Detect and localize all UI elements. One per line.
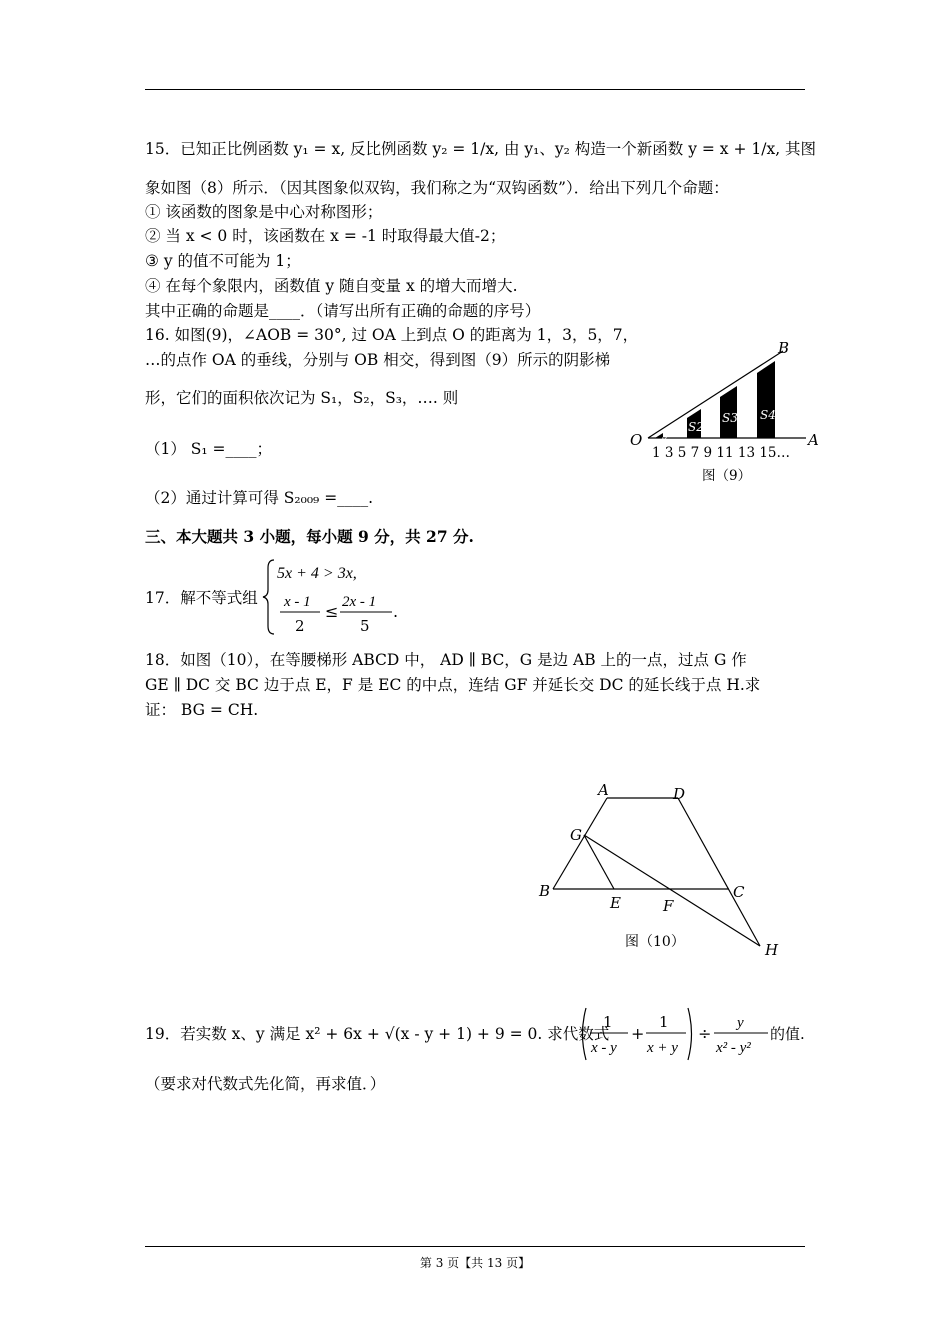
fig10-label-c: C <box>733 883 745 901</box>
fig10-label-a: A <box>598 781 609 799</box>
q19-prefix: 19．若实数 x、y 满足 x² + 6x + √(x - y + 1) + 9 = 0. 求代数式 <box>145 1025 610 1043</box>
q15-line2: 象如图（8）所示．（因其图象似双钩，我们称之为“双钩函数”）．给出下列几个命题： <box>145 179 729 197</box>
q19-note: （要求对代数式先化简，再求值．） <box>145 1075 386 1093</box>
fig9-s3-label: S3 <box>722 411 738 425</box>
q19-f1-den: x - y <box>591 1040 617 1056</box>
q19-plus: + <box>631 1024 645 1043</box>
fig9-label-b: B <box>778 339 790 357</box>
q19-f3-den: x² - y² <box>716 1040 751 1056</box>
q19-f2-den: x + y <box>647 1040 678 1056</box>
q15-option-3: ③ y 的值不可能为 1； <box>145 252 301 270</box>
q15-line1: 15．已知正比例函数 y₁ = x, 反比例函数 y₂ = 1/x, 由 y₁、y₂ 构造一个新函数 y = x + 1/x, 其图 <box>145 140 817 158</box>
q18-line1: 18．如图（10），在等腰梯形 ABCD 中， AD ∥ BC，G 是边 AB 上的一点，过点 G 作 <box>145 651 747 669</box>
right-paren <box>688 1008 692 1060</box>
q15-option-1: ① 该函数的图象是中心对称图形； <box>145 203 383 221</box>
q17-period: . <box>393 602 399 621</box>
q17-inequality-system <box>262 556 412 638</box>
system-brace <box>263 560 274 634</box>
page-footer: 第 3 页【共 13 页】 <box>419 1256 531 1270</box>
fig9-ticks: 1 3 5 7 9 11 13 15… <box>652 445 791 461</box>
fig10-label-g: G <box>570 826 582 844</box>
fig10-label-h: H <box>765 941 779 959</box>
fig9-s2-label: S2 <box>688 420 704 434</box>
fig9-s1-label: S <box>662 432 668 441</box>
q16-part2: （2）通过计算可得 S₂₀₀₉ =____. <box>145 489 374 507</box>
fig10-label-f: F <box>663 897 674 915</box>
q19-f1-num: 1 <box>603 1013 613 1031</box>
q17-inequality-1: 5x + 4 > 3x, <box>277 565 357 582</box>
q18-line3: 证： BG = CH. <box>145 701 259 719</box>
fig10-label-b: B <box>539 882 551 900</box>
q19-div: ÷ <box>698 1024 712 1043</box>
fig10-caption: 图（10） <box>625 934 685 950</box>
trapezoid-s4 <box>757 361 775 438</box>
figure-10 <box>530 775 790 965</box>
figure-9 <box>620 335 820 495</box>
q16-line2: …的点作 OA 的垂线，分别与 OB 相交，得到图（9）所示的阴影梯 <box>145 351 611 369</box>
q17-frac1-den: 2 <box>295 617 305 635</box>
q19-f3-num: y <box>737 1015 744 1031</box>
q15-option-2: ② 当 x < 0 时，该函数在 x = -1 时取得最大值-2； <box>145 227 506 245</box>
fig9-caption: 图（9） <box>702 468 752 484</box>
q16-line3: 形，它们的面积依次记为 S₁，S₂，S₃，…. 则 <box>145 389 459 407</box>
fig10-label-e: E <box>610 894 621 912</box>
bottom-rule <box>145 1246 805 1247</box>
q16-part1: （1） S₁ =____； <box>145 440 273 458</box>
fig9-label-o: O <box>630 431 643 449</box>
q17-relation: ≤ <box>325 602 339 621</box>
q15-ask: 其中正确的命题是____．（请写出所有正确的命题的序号） <box>145 302 541 320</box>
q19-expression <box>578 1004 814 1064</box>
q19-suffix: 的值. <box>770 1025 805 1043</box>
left-paren <box>583 1008 587 1060</box>
q17-frac1-num: x - 1 <box>284 594 311 610</box>
q16-line1: 16. 如图(9)，∠AOB = 30°, 过 OA 上到点 O 的距离为 1，3，5，7， <box>145 326 639 344</box>
q19-f2-num: 1 <box>659 1013 669 1031</box>
top-rule <box>145 89 805 90</box>
q15-option-4: ④ 在每个象限内，函数值 y 随自变量 x 的增大而增大. <box>145 277 518 295</box>
section-3-heading: 三、本大题共 3 小题，每小题 9 分，共 27 分. <box>145 527 474 546</box>
q17-frac2-num: 2x - 1 <box>342 594 377 610</box>
fig10-label-d: D <box>673 785 686 803</box>
seg-dh <box>678 798 760 946</box>
q18-line2: GE ∥ DC 交 BC 边于点 E，F 是 EC 的中点，连结 GF 并延长交 DC 的延长线于点 H.求 <box>145 676 761 694</box>
q17-prefix: 17．解不等式组 <box>145 589 258 607</box>
q17-frac2-den: 5 <box>360 617 370 635</box>
fig9-s4-label: S4 <box>760 408 776 422</box>
fig9-label-a: A <box>808 431 819 449</box>
seg-ge <box>584 835 614 889</box>
